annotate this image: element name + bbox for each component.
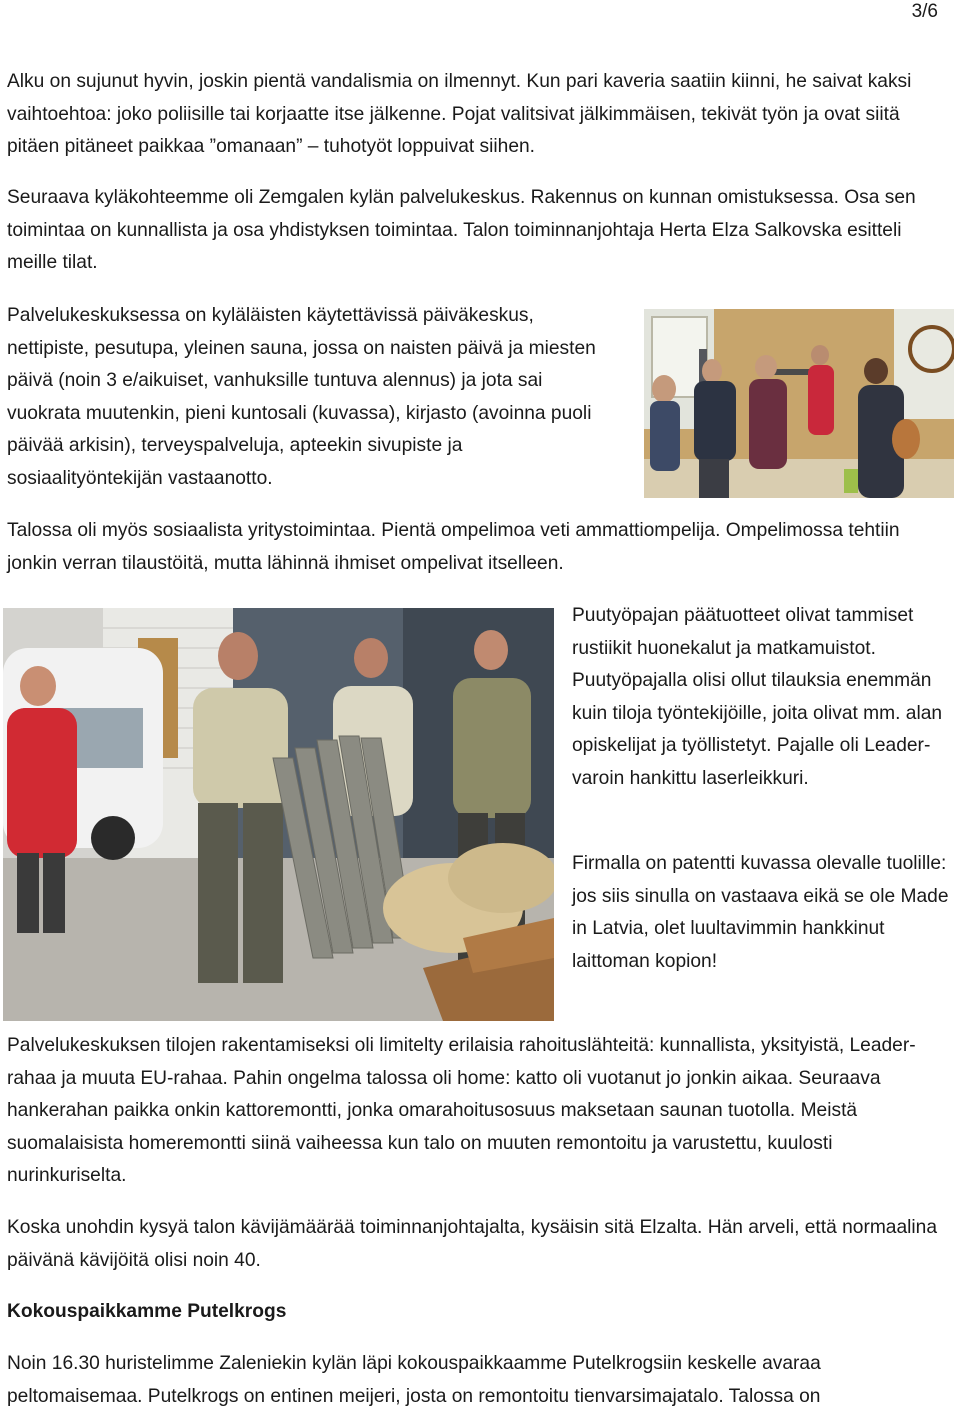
woodshop-chair-photo [3,608,554,1021]
paragraph-services: Palvelukeskuksessa on kyläläisten käytettävissä päiväkeskus, nettipiste, pesutupa, yleinen sauna, jossa on naisten päivä ja miesten päivä (noin 3 e/aikuiset, vanhuksille tuntuva alennus) ja jota sai vuokrata muutenkin, pieni kuntosali (kuvassa), kirjasto (avoinna puoli päivää arkisin), terveyspalveluja, apteekin sivupiste ja sosiaalityöntekijän vastaanotto. [7,305,596,489]
paragraph-patent: Firmalla on patentti kuvassa olevalle tuolille: jos siis sinulla on vastaava eikä se ole Made in Latvia, olet luultavimmin hankkinut laittoman kopion! [572,853,949,972]
paragraph-zemgale: Seuraava kyläkohteemme oli Zemgalen kylän palvelukeskus. Rakennus on kunnan omistuksessa. Osa sen toimintaa on kunnallista ja osa yhdistyksen toimintaa. Talon toiminnanjohtaja Herta Elza Salkovska esitteli meille tilat. [7,187,916,274]
paragraph-social-enterprise: Talossa oli myös sosiaalista yritystoimintaa. Pientä ompelimoa veti ammattiompelija. Ompelimossa tehtiin jonkin verran tilaustöitä, mutta lähinnä ihmiset ompelivat itselleen. [7,520,900,574]
page-number: 3/6 [911,1,938,22]
paragraph-visitors: Koska unohdin kysyä talon kävijämäärää toiminnanjohtajalta, kysäisin sitä Elzalta. Hän arveli, että normaalina päivänä kävijöitä olisi noin 40. [7,1217,938,1271]
paragraph-funding: Palvelukeskuksen tilojen rakentamiseksi oli limitelty erilaisia rahoituslähteitä: kunnallista, yksityistä, Leader-rahaa ja muuta EU-rahaa. Pahin ongelma talossa oli home: katto oli vuotanut jo jonkin aikaa. Seuraava hankerahan paikka onkin kattoremontti, jonka omarahoitusosuus maksetaan saunan tuotolla. Meistä suomalaisista homeremontti siinä vaiheessa kun talo on muuten remontoitu ja varustettu, kuulosti nurinkuriselta. [7,1035,916,1187]
gym-photo [644,309,954,498]
paragraph-putelkrogs: Noin 16.30 huristelimme Zaleniekin kylän läpi kokouspaikkaamme Putelkrogsiin keskelle avaraa peltomaisemaa. Putelkrogs on entinen meijeri, josta on remontoitu tienvarsimajatalo. Talossa on [7,1353,821,1407]
section-heading: Kokouspaikkamme Putelkrogs [7,1301,287,1322]
paragraph-intro: Alku on sujunut hyvin, joskin pientä vandalismia on ilmennyt. Kun pari kaveria saatiin kiinni, he saivat kaksi vaihtoehtoa: joko poliisille tai korjaatte itse jälkenne. Pojat valitsivat jälkimmäisen, tekivät työn ja ovat siitä pitäen pitäneet paikkaa ”omanaan” – tuhotyöt loppuivat siihen. [7,71,912,158]
paragraph-woodshop: Puutyöpajan päätuotteet olivat tammiset rustiikit huonekalut ja matkamuistot. Puutyöpajalla olisi ollut tilauksia enemmän kuin tiloja työntekijöille, joita olivat mm. alan opiskelijat ja työllistetyt. Pajalle oli Leader-varoin hankittu laserleikkuri. [572,605,943,789]
